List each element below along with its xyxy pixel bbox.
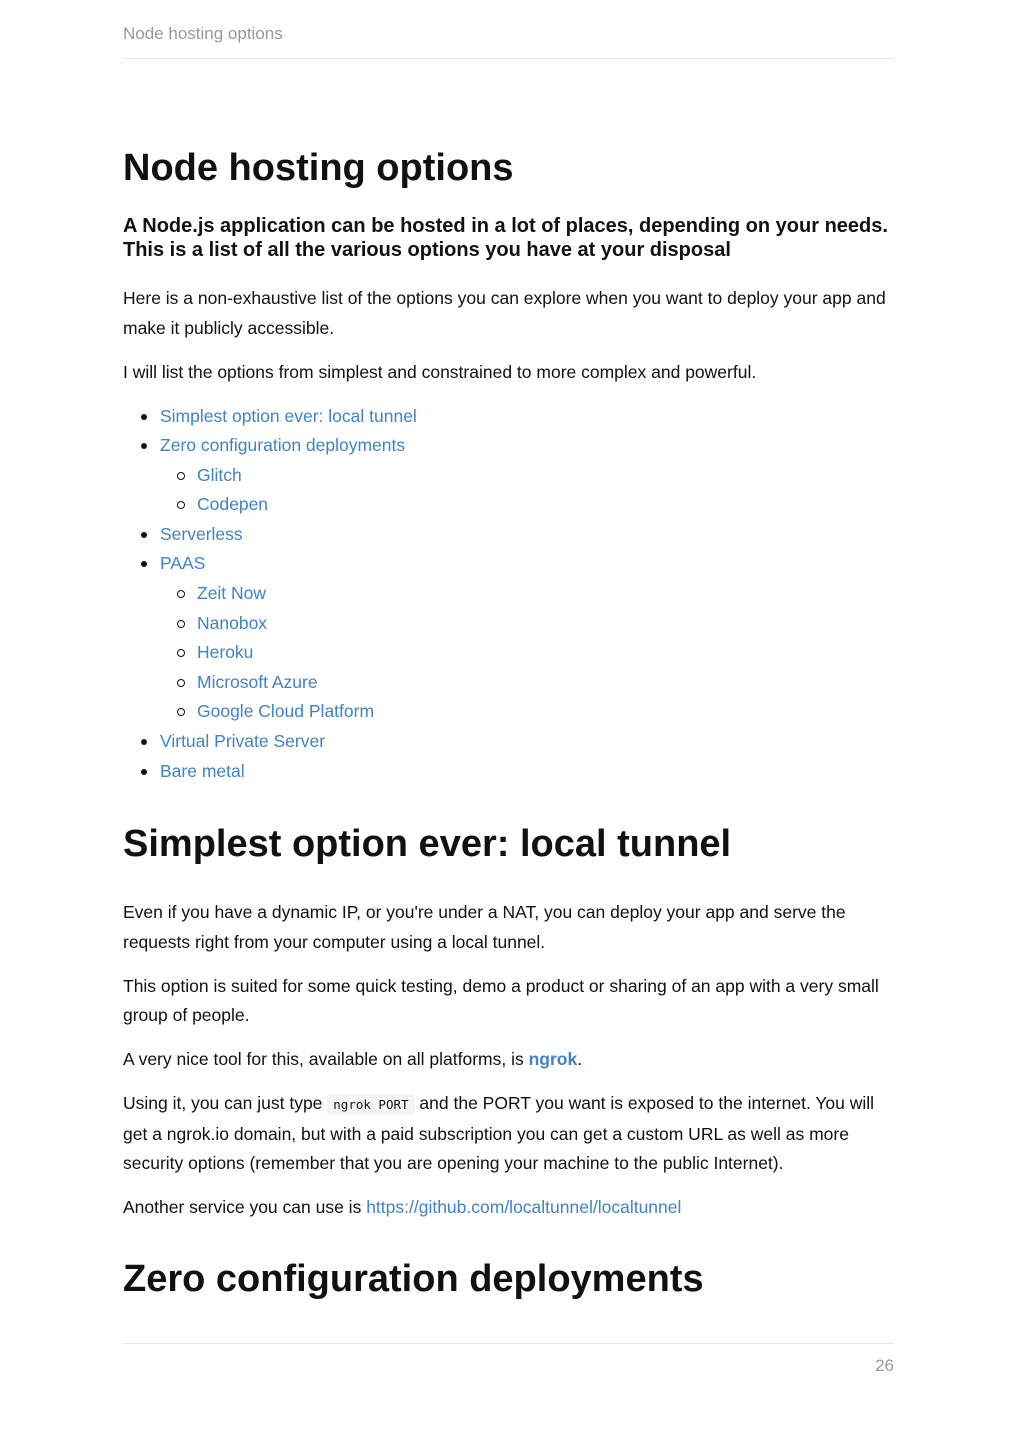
- toc-link[interactable]: Nanobox: [197, 612, 268, 633]
- toc-link[interactable]: Virtual Private Server: [160, 731, 326, 752]
- page-title: Node hosting options: [123, 147, 514, 189]
- toc-item: [123, 757, 894, 787]
- disc-bullet-icon: [141, 443, 147, 449]
- disc-bullet-icon: [141, 532, 147, 538]
- toc-link[interactable]: Google Cloud Platform: [197, 701, 375, 722]
- text: Another service you can use is: [123, 1197, 367, 1218]
- header-divider: [123, 58, 894, 59]
- localtunnel-link[interactable]: https://github.com/localtunnel/localtunnel: [366, 1197, 682, 1218]
- toc-item: [123, 638, 894, 668]
- paragraph: [123, 1193, 894, 1223]
- circle-bullet-icon: [177, 472, 185, 480]
- lead-paragraph: A Node.js application can be hosted in a lot of places, depending on your needs. This is a list of all the various options you have at your disposal: [123, 215, 888, 261]
- toc-link[interactable]: Simplest option ever: local tunnel: [160, 405, 417, 426]
- paragraph: [123, 1089, 894, 1179]
- section-heading-local-tunnel: Simplest option ever: local tunnel: [123, 823, 732, 866]
- footer-divider: [123, 1343, 894, 1344]
- paragraph: Even if you have a dynamic IP, or you're under a NAT, you can deploy your app and serve the requests right from your computer using a local tunnel.: [123, 902, 846, 952]
- toc-link[interactable]: Serverless: [160, 523, 243, 544]
- text: A very nice tool for this, available on all platforms, is: [123, 1049, 529, 1070]
- text: .: [577, 1049, 583, 1070]
- toc-item: [123, 697, 894, 727]
- toc-link[interactable]: PAAS: [160, 553, 206, 574]
- paragraph: [123, 1045, 894, 1075]
- disc-bullet-icon: [141, 414, 147, 420]
- circle-bullet-icon: [177, 679, 185, 687]
- page-content: [123, 140, 894, 1307]
- toc-link[interactable]: Codepen: [197, 494, 269, 515]
- paragraph: This option is suited for some quick testing, demo a product or sharing of an app with a very small group of people.: [123, 975, 879, 1026]
- section-heading-zero-config: Zero configuration deployments: [123, 1257, 704, 1300]
- toc-item: [123, 668, 894, 698]
- disc-bullet-icon: [141, 739, 147, 745]
- text: Using it, you can just type: [123, 1093, 328, 1114]
- toc-item: [123, 727, 894, 757]
- running-header: Node hosting options: [123, 24, 283, 43]
- toc-item: [123, 461, 894, 491]
- intro-paragraph: Here is a non-exhaustive list of the options you can explore when you want to deploy your app and make it publicly accessible.: [123, 288, 886, 338]
- disc-bullet-icon: [141, 561, 147, 567]
- toc-link[interactable]: Zero configuration deployments: [160, 435, 406, 456]
- toc-link[interactable]: Zeit Now: [197, 583, 267, 604]
- toc-item: [123, 402, 894, 432]
- disc-bullet-icon: [141, 769, 147, 775]
- circle-bullet-icon: [177, 620, 185, 628]
- inline-code: ngrok PORT: [327, 1094, 414, 1115]
- circle-bullet-icon: [177, 708, 185, 716]
- toc-item: [123, 579, 894, 609]
- intro-paragraph: I will list the options from simplest and constrained to more complex and powerful.: [123, 361, 757, 382]
- toc-item: [123, 549, 894, 579]
- toc-item: [123, 490, 894, 520]
- toc-link[interactable]: Glitch: [197, 464, 242, 485]
- toc-link[interactable]: Microsoft Azure: [197, 671, 318, 692]
- toc-link[interactable]: Bare metal: [160, 760, 245, 781]
- toc-link[interactable]: Heroku: [197, 642, 254, 663]
- toc-item: [123, 609, 894, 639]
- page-number: 26: [875, 1356, 894, 1375]
- text: and the PORT you want is exposed to the internet. You will get a ngrok.io domain, but with a paid subscription you can get a custom URL as well as more security options (remember that you are opening your machine to the public Internet).: [123, 1093, 875, 1174]
- circle-bullet-icon: [177, 649, 185, 657]
- circle-bullet-icon: [177, 590, 185, 598]
- toc-item: [123, 431, 894, 461]
- toc-item: [123, 520, 894, 550]
- table-of-contents: [123, 402, 894, 787]
- circle-bullet-icon: [177, 501, 185, 509]
- ngrok-link[interactable]: ngrok: [528, 1049, 578, 1070]
